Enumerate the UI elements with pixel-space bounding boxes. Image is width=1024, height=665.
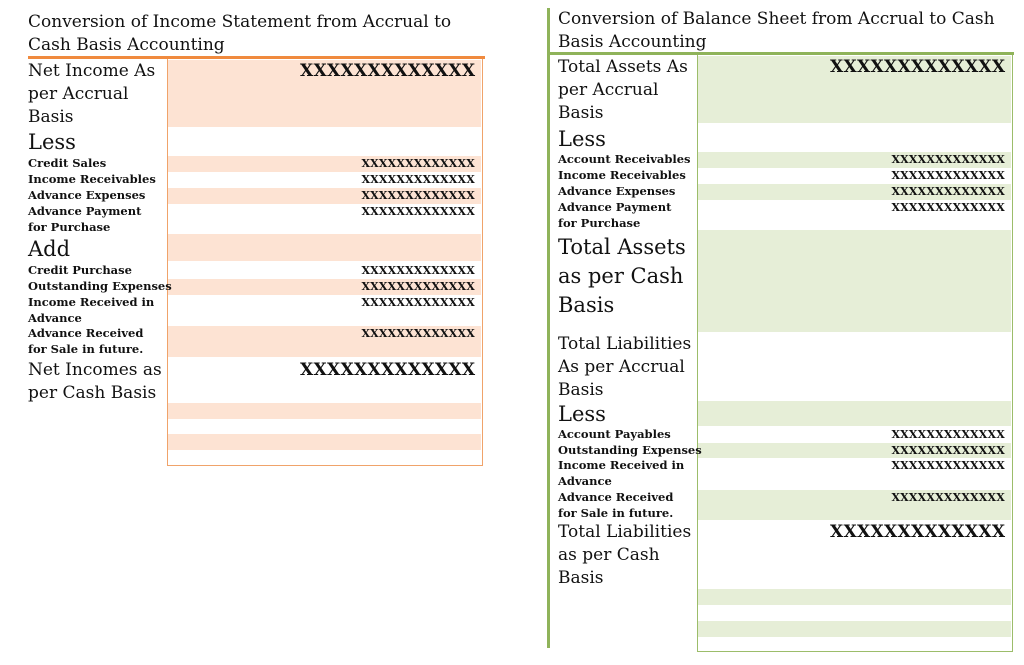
asset-item-label: Account Receivables (558, 152, 691, 166)
add-heading: Add (28, 237, 71, 261)
asset-item-value: XXXXXXXXXXXXX (891, 201, 1005, 214)
total-assets-accrual-value: XXXXXXXXXXXXX (830, 57, 1006, 77)
less-item-value: XXXXXXXXXXXXX (361, 157, 475, 170)
less-item-label: Income Receivables (28, 172, 156, 186)
asset-item-value: XXXXXXXXXXXXX (891, 185, 1005, 198)
less-item-value: XXXXXXXXXXXXX (361, 189, 475, 202)
less-item-value: XXXXXXXXXXXXX (361, 205, 475, 218)
add-item-label: Advance Received for Sale in future. (28, 326, 144, 356)
net-income-cash-value: XXXXXXXXXXXXX (300, 360, 476, 380)
less-item-label: Advance Payment for Purchase (28, 204, 142, 234)
assets-less-heading: Less (558, 127, 606, 151)
band (698, 230, 1011, 332)
balance-value-column (697, 55, 1013, 652)
liability-item-value: XXXXXXXXXXXXX (891, 459, 1005, 472)
band (698, 589, 1011, 605)
total-assets-cash-label: Total Assets as per Cash Basis (558, 235, 686, 317)
liability-item-value: XXXXXXXXXXXXX (891, 428, 1005, 441)
asset-item-value: XXXXXXXXXXXXX (891, 153, 1005, 166)
liability-item-value: XXXXXXXXXXXXX (891, 444, 1005, 457)
asset-item-label: Advance Payment for Purchase (558, 200, 672, 230)
total-liabilities-accrual-label: Total Liabilities As per Accrual Basis (558, 334, 692, 400)
band (698, 621, 1011, 637)
add-item-label: Outstanding Expenses (28, 279, 172, 293)
liability-item-label: Income Received in Advance (558, 458, 685, 488)
add-item-value: XXXXXXXXXXXXX (361, 280, 475, 293)
add-item-value: XXXXXXXXXXXXX (361, 296, 475, 309)
band (168, 234, 481, 261)
band (168, 403, 481, 419)
less-heading: Less (28, 130, 76, 154)
liability-item-label: Account Payables (558, 427, 671, 441)
add-item-label: Credit Purchase (28, 263, 132, 277)
less-item-value: XXXXXXXXXXXXX (361, 173, 475, 186)
asset-item-label: Advance Expenses (558, 184, 676, 198)
balance-sheet-title: Conversion of Balance Sheet from Accrual to Cash Basis Accounting (558, 9, 995, 52)
total-liabilities-cash-label: Total Liabilities as per Cash Basis (558, 522, 692, 588)
asset-item-label: Income Receivables (558, 168, 686, 182)
total-assets-accrual-label: Total Assets As per Accrual Basis (558, 57, 688, 123)
less-item-label: Credit Sales (28, 156, 107, 170)
band (698, 401, 1011, 426)
net-income-accrual-label: Net Income As per Accrual Basis (28, 61, 156, 127)
add-item-value: XXXXXXXXXXXXX (361, 264, 475, 277)
asset-item-value: XXXXXXXXXXXXX (891, 169, 1005, 182)
add-item-label: Income Received in Advance (28, 295, 155, 325)
liability-item-label: Advance Received for Sale in future. (558, 490, 674, 520)
net-income-accrual-value: XXXXXXXXXXXXX (300, 61, 476, 81)
liability-item-value: XXXXXXXXXXXXX (891, 491, 1005, 504)
liabilities-less-heading: Less (558, 402, 606, 426)
net-income-cash-label: Net Incomes as per Cash Basis (28, 360, 162, 403)
band (168, 434, 481, 450)
less-item-label: Advance Expenses (28, 188, 146, 202)
income-statement-title: Conversion of Income Statement from Accrual to Cash Basis Accounting (28, 12, 452, 55)
total-liabilities-cash-value: XXXXXXXXXXXXX (830, 522, 1006, 542)
balance-left-rule (547, 8, 550, 648)
add-item-value: XXXXXXXXXXXXX (361, 327, 475, 340)
liability-item-label: Outstanding Expenses (558, 443, 702, 457)
